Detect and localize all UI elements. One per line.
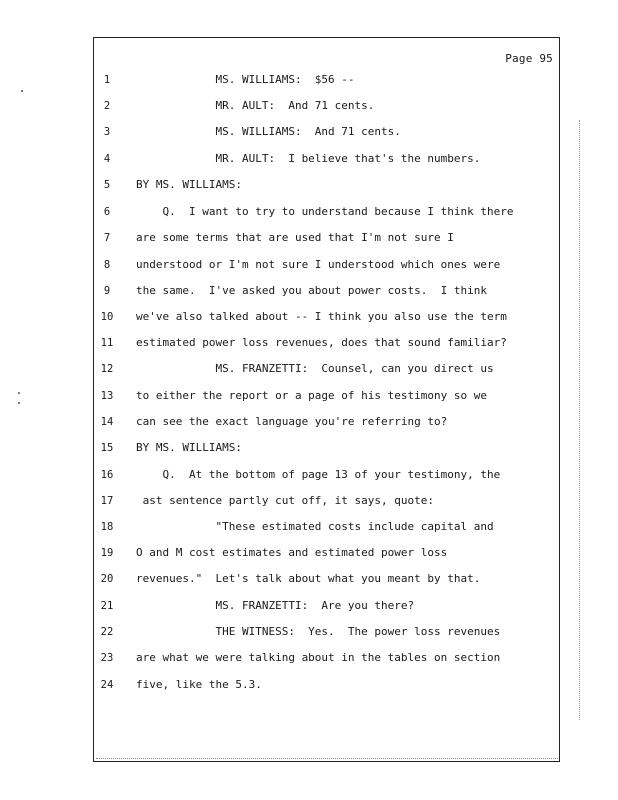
line-text: Q. I want to try to understand because I think there [136,205,514,218]
transcript-line [94,650,559,666]
line-number: 19 [100,547,114,559]
scan-bottom-noise [96,757,558,759]
line-text: are what we were talking about in the tables on section [136,651,501,664]
page-number: Page 95 [505,52,553,65]
transcript-line [94,598,559,614]
transcript-line [94,493,559,509]
transcript-line [94,624,559,640]
line-text: MR. AULT: I believe that's the numbers. [136,152,481,165]
line-text: to either the report or a page of his testimony so we [136,389,487,402]
line-number: 4 [103,153,111,165]
line-number: 24 [100,679,114,691]
transcript-line [94,151,559,167]
line-number: 16 [100,469,114,481]
line-number: 7 [103,232,111,244]
transcript-line [94,361,559,377]
transcript-line [94,335,559,351]
line-text: ast sentence partly cut off, it says, quote: [136,494,435,507]
transcript-line [94,677,559,693]
line-text: MS. FRANZETTI: Counsel, can you direct us [136,362,494,375]
line-text: the same. I've asked you about power costs. I think [136,284,487,297]
line-number: 6 [103,206,111,218]
line-text: MS. WILLIAMS: And 71 cents. [136,125,401,138]
line-number: 1 [103,74,111,86]
line-text: BY MS. WILLIAMS: [136,178,242,191]
transcript-line [94,124,559,140]
line-number: 9 [103,285,111,297]
line-text: are some terms that are used that I'm not sure I [136,231,454,244]
transcript-line [94,309,559,325]
line-number: 8 [103,259,111,271]
line-text: THE WITNESS: Yes. The power loss revenues [136,625,501,638]
scan-edge-noise [578,120,580,720]
transcript-line [94,467,559,483]
transcript-line [94,545,559,561]
transcript-line [94,519,559,535]
line-number: 11 [100,337,114,349]
transcript-line [94,177,559,193]
line-text: "These estimated costs include capital and [136,520,494,533]
transcript-line [94,414,559,430]
line-text: BY MS. WILLIAMS: [136,441,242,454]
line-text: estimated power loss revenues, does that sound familiar? [136,336,507,349]
line-number: 20 [100,573,114,585]
scan-speck [18,402,20,404]
transcript-line [94,230,559,246]
transcript-line [94,388,559,404]
line-text: MS. FRANZETTI: Are you there? [136,599,415,612]
transcript-line [94,204,559,220]
transcript-line [94,283,559,299]
line-number: 22 [100,626,114,638]
line-text: MS. WILLIAMS: $56 -- [136,73,355,86]
line-number: 5 [103,179,111,191]
line-text: Q. At the bottom of page 13 of your testimony, the [136,468,501,481]
transcript-line [94,257,559,273]
line-number: 15 [100,442,114,454]
line-number: 10 [100,311,114,323]
line-number: 14 [100,416,114,428]
line-number: 13 [100,390,114,402]
line-number: 18 [100,521,114,533]
line-number: 23 [100,652,114,664]
transcript-page [93,37,560,762]
line-text: understood or I'm not sure I understood which ones were [136,258,501,271]
line-text: can see the exact language you're referring to? [136,415,448,428]
line-text: MR. AULT: And 71 cents. [136,99,375,112]
line-number: 21 [100,600,114,612]
transcript-line [94,98,559,114]
line-text: five, like the 5.3. [136,678,262,691]
line-text: we've also talked about -- I think you also use the term [136,310,507,323]
transcript-line [94,440,559,456]
line-number: 2 [103,100,111,112]
line-text: O and M cost estimates and estimated power loss [136,546,448,559]
scan-speck [21,90,23,92]
line-number: 3 [103,126,111,138]
line-text: revenues." Let's talk about what you meant by that. [136,572,481,585]
line-number: 17 [100,495,114,507]
transcript-line [94,72,559,88]
line-number: 12 [100,363,114,375]
scan-speck [18,392,20,394]
transcript-line [94,571,559,587]
